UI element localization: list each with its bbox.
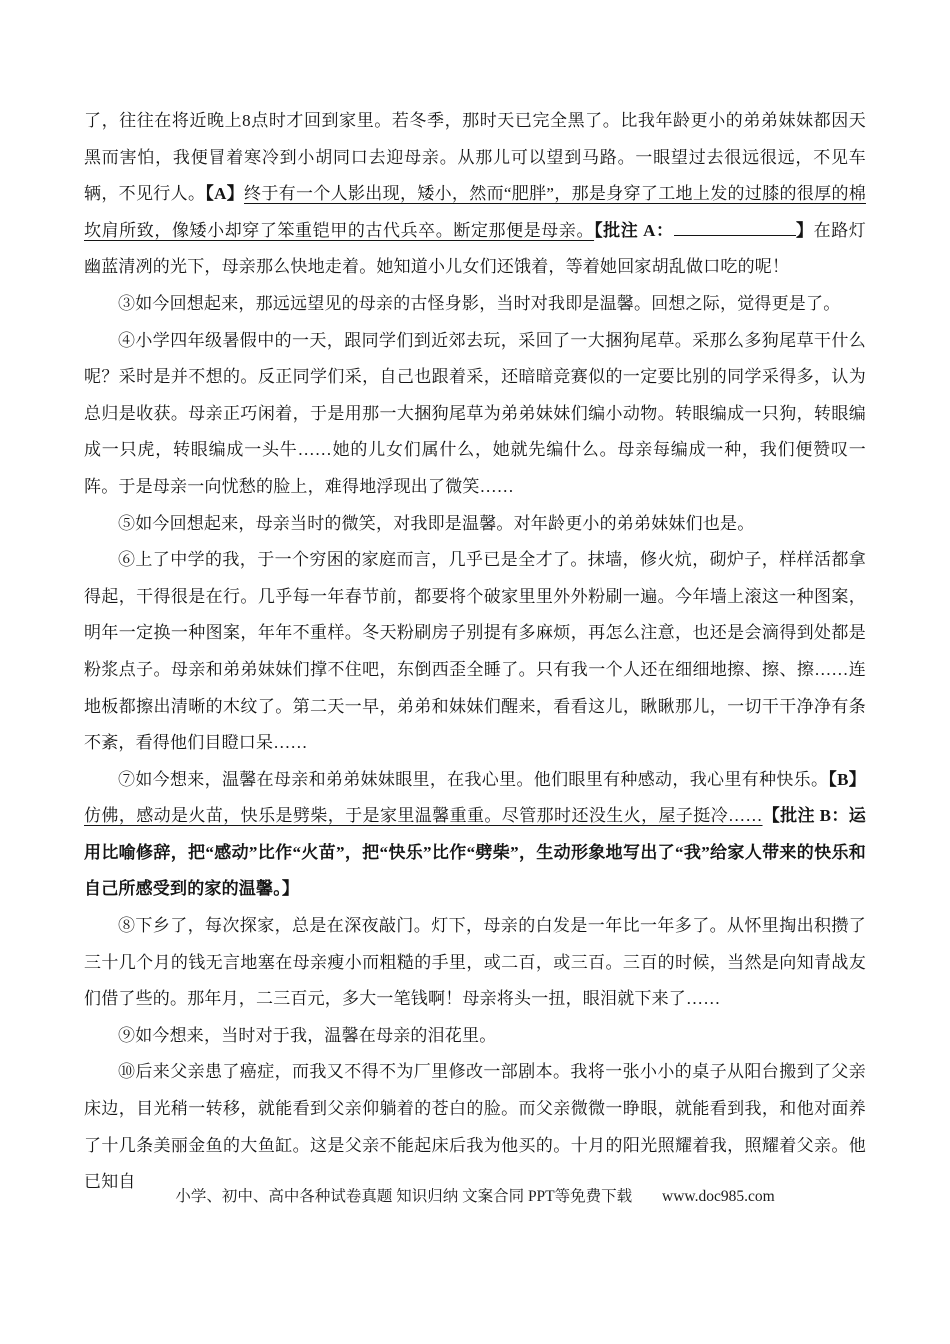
document-body: [84, 103, 866, 1201]
paragraph: [84, 506, 866, 543]
text-run: ⑨如今想来，当时对于我，温馨在母亲的泪花里。: [118, 1025, 497, 1045]
text-run: ⑦如今想来，温馨在母亲和弟弟妹妹眼里，在我心里。他们眼里有种感动，我心里有种快乐。: [118, 769, 829, 789]
fill-in-blank: [674, 220, 796, 235]
text-run: 仿佛，感动是火苗，快乐是劈柴，于是家里温馨重重。尽管那时还没生火，屋子挺冷……: [84, 806, 763, 826]
paragraph: [84, 1054, 866, 1200]
text-run: 在路灯幽蓝清冽的光下，母亲那么快地走着。她知道小儿女们还饿着，等着她回家胡乱做口吃的呢！: [84, 220, 866, 277]
footer-site-link[interactable]: www.doc985.com: [662, 1188, 775, 1205]
text-run: 【B】: [828, 769, 866, 789]
text-run: ③如今回想起来，那远远望见的母亲的古怪身影，当时对我即是温馨。回想之际，觉得更是了。: [118, 293, 841, 313]
text-run: 了，往往在将近晚上8点时才回到家里。若冬季，那时天已完全黑了。比我年龄更小的弟弟妹妹都因天黑而害怕，我便冒着寒冷到小胡同口去迎母亲。从那儿可以望到马路。一眼望过去很远很远，不见车辆，不见行人。: [84, 111, 866, 204]
text-run: 】: [795, 220, 814, 240]
paragraph: [84, 908, 866, 1018]
paragraph: [84, 323, 866, 506]
paragraph: [84, 286, 866, 323]
paragraph: [84, 762, 866, 908]
text-run: ④小学四年级暑假中的一天，跟同学们到近郊去玩，采回了一大捆狗尾草。采那么多狗尾草干什么呢？采时是并不想的。反正同学们采，自己也跟着采，还暗暗竞赛似的一定要比别的同学采得多，认为总归是收获。母亲正巧闲着，于是用那一大捆狗尾草为弟弟妹妹们编小动物。转眼编成一只狗，转眼编成一只虎，转眼编成一头牛……她的儿女们属什么，她就先编什么。母亲每编成一种，我们便赞叹一阵。于是母亲一向忧愁的脸上，难得地浮现出了微笑……: [84, 330, 866, 496]
text-run: 【批注 B：运用比喻修辞，把“感动”比作“火苗”，把“快乐”比作“劈柴”，生动形象地写出了“我”给家人带来的快乐和自己所感受到的家的温馨。】: [84, 806, 866, 899]
text-run: 【批注 A：: [594, 220, 674, 240]
paragraph: [84, 1018, 866, 1055]
text-run: ⑥上了中学的我，于一个穷困的家庭而言，几乎已是全才了。抹墙，修火炕，砌炉子，样样活都拿得起，干得很是在行。几乎每一年春节前，都要将个破家里里外外粉刷一遍。今年墙上滚这一种图案，明年一定换一种图案，年年不重样。冬天粉刷房子别提有多麻烦，再怎么注意，也还是会滴得到处都是粉浆点子。母亲和弟弟妹妹们撑不住吧，东倒西歪全睡了。只有我一个人还在细细地擦、擦、擦……连地板都擦出清晰的木纹了。第二天一早，弟弟和妹妹们醒来，看看这儿，瞅瞅那儿，一切干干净净有条不紊，看得他们目瞪口呆……: [84, 550, 866, 753]
footer-text: 小学、初中、高中各种试卷真题 知识归纳 文案合同 PPT等免费下载: [175, 1188, 633, 1205]
text-run: 终于有一个人影出现，矮小，然而“肥胖”，那是身穿了工地上发的过膝的很厚的棉坎肩所致，像矮小却穿了笨重铠甲的古代兵卒。断定那便是母亲。: [84, 184, 866, 240]
text-run: 【A】: [205, 184, 245, 204]
paragraph: [84, 542, 866, 762]
text-run: ⑤如今回想起来，母亲当时的微笑，对我即是温馨。对年龄更小的弟弟妹妹们也是。: [118, 513, 755, 533]
paragraph: [84, 103, 866, 286]
text-run: ⑧下乡了，每次探家，总是在深夜敲门。灯下，母亲的白发是一年比一年多了。从怀里掏出积攒了三十几个月的钱无言地塞在母亲瘦小而粗糙的手里，或二百，或三百。三百的时候，当然是向知青战友们借了些的。那年月，二三百元，多大一笔钱啊！母亲将头一扭，眼泪就下来了……: [84, 916, 866, 1009]
text-run: ⑩后来父亲患了癌症，而我又不得不为厂里修改一部剧本。我将一张小小的桌子从阳台搬到了父亲床边，目光稍一转移，就能看到父亲仰躺着的苍白的脸。而父亲微微一睁眼，就能看到我，和他对面养了十几条美丽金鱼的大鱼缸。这是父亲不能起床后我为他买的。十月的阳光照耀着我，照耀着父亲。他已知自: [84, 1062, 866, 1192]
page-footer: [0, 1184, 950, 1206]
